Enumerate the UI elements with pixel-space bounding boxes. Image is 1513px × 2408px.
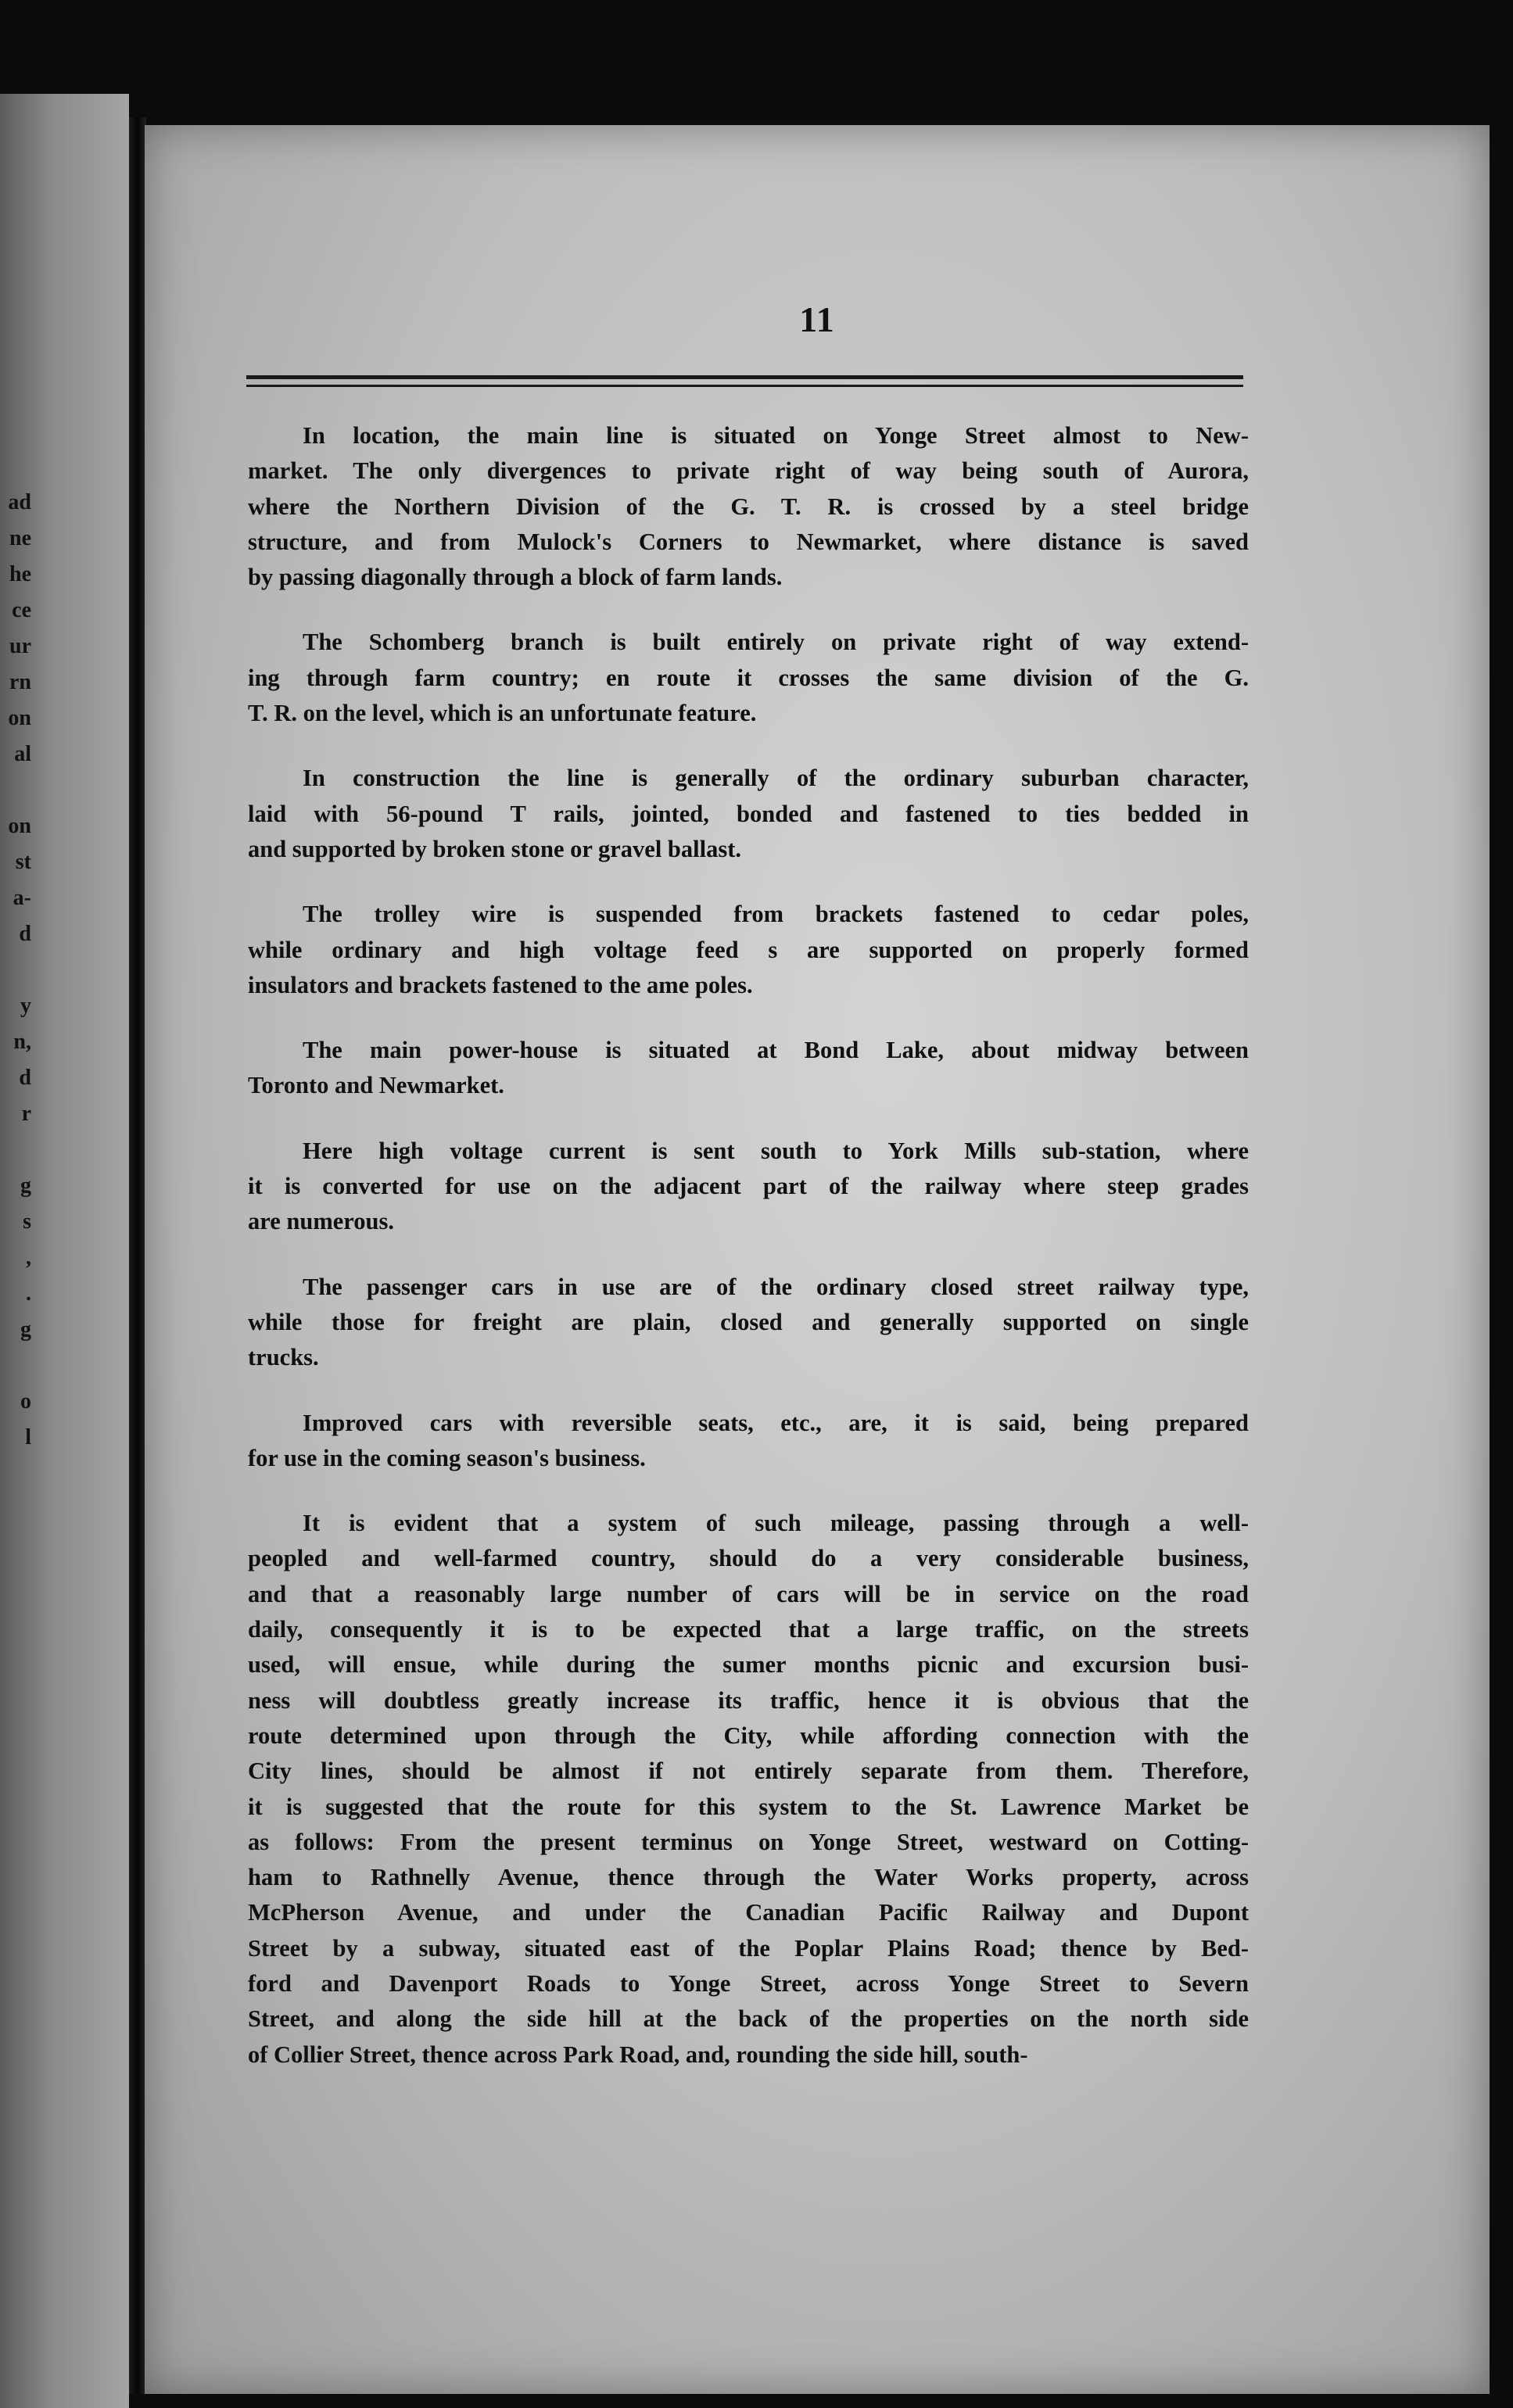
margin-fragment: a- — [13, 886, 31, 910]
header-rule — [246, 375, 1243, 379]
paragraph — [248, 897, 1249, 1003]
margin-fragment: d — [19, 1066, 31, 1090]
text-line: ford and Davenport Roads to Yonge Street, across Yonge Street to Severn — [248, 1969, 1249, 1997]
text-line: In construction the line is generally of the ordinary suburban character, — [303, 765, 1249, 792]
text-line: it is suggested that the route for this system to the St. Lawrence Market be — [248, 1793, 1249, 1820]
text-line: Toronto and Newmarket. — [248, 1072, 504, 1099]
margin-fragment: on — [8, 706, 31, 730]
body-text — [248, 418, 1249, 2102]
paragraph — [248, 1270, 1249, 1376]
text-line: used, will ensue, while during the sumer months picnic and excursion busi- — [248, 1651, 1249, 1679]
text-line: T. R. on the level, which is an unfortunate feature. — [248, 700, 757, 727]
margin-fragment: , — [26, 1245, 31, 1270]
margin-fragment: he — [9, 562, 31, 586]
paragraph — [248, 1033, 1249, 1104]
margin-text-fragments — [0, 485, 31, 1456]
text-line: ness will doubtless greatly increase its traffic, hence it is obvious that the — [248, 1686, 1249, 1714]
text-line: In location, the main line is situated on Yonge Street almost to New- — [303, 422, 1249, 449]
text-line: structure, and from Mulock's Corners to Newmarket, where distance is saved — [248, 528, 1249, 555]
text-line: The trolley wire is suspended from brackets fastened to cedar poles, — [303, 901, 1249, 928]
text-line: McPherson Avenue, and under the Canadian Pacific Railway and Dupont — [248, 1899, 1249, 1926]
text-line: of Collier Street, thence across Park Road, and, rounding the side hill, south- — [248, 2041, 1028, 2068]
margin-fragment: . — [26, 1281, 31, 1306]
text-line: insulators and brackets fastened to the ame poles. — [248, 971, 753, 998]
paragraph — [248, 625, 1249, 731]
text-line: market. The only divergences to private right of way being south of Aurora, — [248, 457, 1249, 485]
text-line: daily, consequently it is to be expected that a large traffic, on the streets — [248, 1616, 1249, 1643]
text-line: trucks. — [248, 1344, 319, 1371]
previous-page-edge — [0, 94, 129, 2408]
text-line: and supported by broken stone or gravel ballast. — [248, 835, 741, 862]
text-line: it is converted for use on the adjacent part of the railway where steep grades — [248, 1173, 1249, 1200]
margin-fragment: ur — [9, 634, 31, 658]
margin-fragment: st — [15, 850, 31, 874]
margin-fragment: ad — [8, 490, 31, 514]
text-line: route determined upon through the City, while affording connection with the — [248, 1722, 1249, 1749]
text-line: laid with 56-pound T rails, jointed, bonded and fastened to ties bedded in — [248, 800, 1249, 827]
text-line: ham to Rathnelly Avenue, thence through the Water Works property, across — [248, 1864, 1249, 1891]
margin-fragment — [0, 772, 31, 808]
margin-fragment — [0, 952, 31, 988]
paragraph — [248, 761, 1249, 867]
margin-fragment: o — [20, 1389, 31, 1414]
paragraph — [248, 1134, 1249, 1240]
text-line: while those for freight are plain, closed and generally supported on single — [248, 1308, 1249, 1335]
margin-fragment: r — [21, 1102, 31, 1126]
margin-fragment — [0, 1348, 31, 1384]
text-line: for use in the coming season's business. — [248, 1444, 646, 1471]
margin-fragment: y — [20, 994, 31, 1018]
text-line: by passing diagonally through a block of farm lands. — [248, 564, 783, 591]
text-line: peopled and well-farmed country, should do a very considerable business, — [248, 1545, 1249, 1572]
margin-fragment: g — [20, 1317, 31, 1342]
paragraph — [248, 418, 1249, 595]
text-line: and that a reasonably large number of cars will be in service on the road — [248, 1580, 1249, 1607]
margin-fragment: d — [19, 922, 31, 946]
margin-fragment: n, — [13, 1030, 31, 1054]
text-line: Street by a subway, situated east of the Poplar Plains Road; thence by Bed- — [248, 1934, 1249, 1962]
text-line: Street, and along the side hill at the back of the properties on the north side — [248, 2005, 1249, 2033]
document-page — [145, 125, 1490, 2394]
book-gutter — [129, 117, 146, 2394]
margin-fragment: g — [20, 1174, 31, 1198]
margin-fragment: on — [8, 814, 31, 838]
margin-fragment: ce — [12, 598, 31, 622]
text-line: Here high voltage current is sent south to York Mills sub-station, where — [303, 1137, 1249, 1164]
text-line: City lines, should be almost if not entirely separate from them. Therefore, — [248, 1758, 1249, 1785]
paragraph — [248, 1506, 1249, 2073]
text-line: It is evident that a system of such mileage, passing through a well- — [303, 1510, 1249, 1537]
text-line: The main power-house is situated at Bond Lake, about midway between — [303, 1037, 1249, 1064]
margin-fragment — [0, 1132, 31, 1168]
margin-fragment: s — [23, 1209, 31, 1234]
text-line: while ordinary and high voltage feed s are supported on properly formed — [248, 936, 1249, 963]
text-line: The passenger cars in use are of the ordinary closed street railway type, — [303, 1273, 1249, 1300]
text-line: are numerous. — [248, 1208, 394, 1235]
margin-fragment: ne — [9, 526, 31, 550]
text-line: where the Northern Division of the G. T. R. is crossed by a steel bridge — [248, 493, 1249, 520]
text-line: The Schomberg branch is built entirely on private right of way extend- — [303, 629, 1249, 656]
text-line: Improved cars with reversible seats, etc., are, it is said, being prepared — [303, 1409, 1249, 1436]
page-number: 11 — [799, 299, 835, 339]
paragraph — [248, 1406, 1249, 1477]
text-line: ing through farm country; en route it crosses the same division of the G. — [248, 664, 1249, 691]
text-line: as follows: From the present terminus on Yonge Street, westward on Cotting- — [248, 1828, 1249, 1855]
margin-fragment: l — [25, 1425, 31, 1449]
margin-fragment: rn — [9, 670, 31, 694]
margin-fragment: al — [14, 742, 31, 766]
header-rule-secondary — [246, 385, 1243, 387]
